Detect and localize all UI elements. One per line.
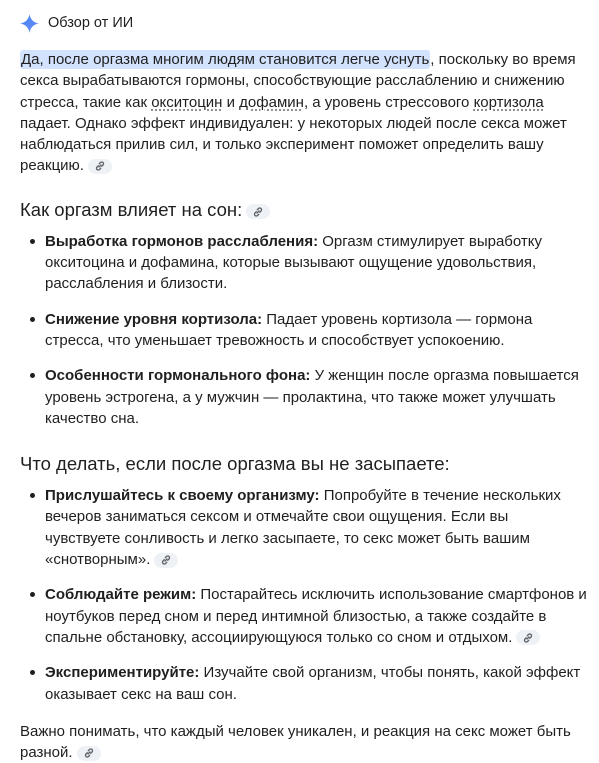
sparkle-icon	[20, 14, 39, 33]
intro-text-4: падает. Однако эффект индивидуален: у некоторых людей после секса может наблюдаться прилив сил, и только эксперимент поможет определить вашу реакцию.	[20, 114, 567, 175]
source-link-button[interactable]	[246, 204, 270, 219]
list-item: Выработка гормонов расслабления: Оргазм стимулирует выработку окситоцина и дофамина, которые вызывают ощущение удовольствия, расслабления и близости.	[20, 231, 587, 295]
link-icon	[252, 206, 264, 218]
list-item: Экспериментируйте: Изучайте свой организм, чтобы понять, какой эффект оказывает секс на ваш сон.	[20, 662, 587, 705]
link-icon	[160, 554, 172, 566]
link-icon	[83, 747, 95, 759]
intro-text-2: и	[222, 93, 240, 111]
link-cortisol[interactable]: кортизола	[473, 93, 544, 111]
intro-highlight: Да, после оргазма многим людям становится легче уснуть	[21, 51, 430, 68]
outro-paragraph: Важно понимать, что каждый человек уникален, и реакция на секс может быть разной.	[20, 722, 571, 762]
source-link-button[interactable]	[516, 630, 540, 645]
link-icon	[94, 160, 106, 172]
intro-text-1: , поскольку во время секса вырабатываются гормоны, способствующие расслаблению и снижению стресса, такие как	[20, 51, 576, 111]
source-link-button[interactable]	[88, 159, 112, 174]
list-item: Прислушайтесь к своему организму: Попробуйте в течение нескольких вечеров заниматься сексом и отмечайте свои ощущения. Если вы чувствуете сонливость и легко засыпаете, то секс может быть вашим «снотворным».	[20, 485, 587, 570]
section1-list	[20, 231, 587, 429]
link-icon	[522, 632, 534, 644]
ai-overview-title: Обзор от ИИ	[48, 15, 134, 31]
list-item: Снижение уровня кортизола: Падает уровень кортизола — гормона стресса, что уменьшает тревожность и способствует успокоению.	[20, 309, 587, 352]
link-oxytocin[interactable]: окситоцин	[151, 93, 223, 111]
source-link-button[interactable]	[77, 746, 101, 761]
intro-paragraph	[20, 49, 587, 177]
source-link-button[interactable]	[154, 553, 178, 568]
link-dopamine[interactable]: дофамин	[239, 93, 304, 111]
list-item: Соблюдайте режим: Постарайтесь исключить использование смартфонов и ноутбуков перед сном и перед интимной близостью, а также создайте в спальне обстановку, ассоциирующуюся только со сном и отдыхом.	[20, 584, 587, 648]
section2-list	[20, 485, 587, 705]
section-heading-orgasm-sleep: Как оргазм влияет на сон:	[20, 198, 587, 222]
list-item: Особенности гормонального фона: У женщин после оргазма повышается уровень эстрогена, а у мужчин — пролактина, что также может улучшать качество сна.	[20, 365, 587, 429]
intro-text-3: , а уровень стрессового	[303, 93, 474, 111]
section-heading-cant-sleep: Что делать, если после оргазма вы не засыпаете:	[20, 453, 450, 475]
ai-overview-header	[20, 0, 587, 46]
